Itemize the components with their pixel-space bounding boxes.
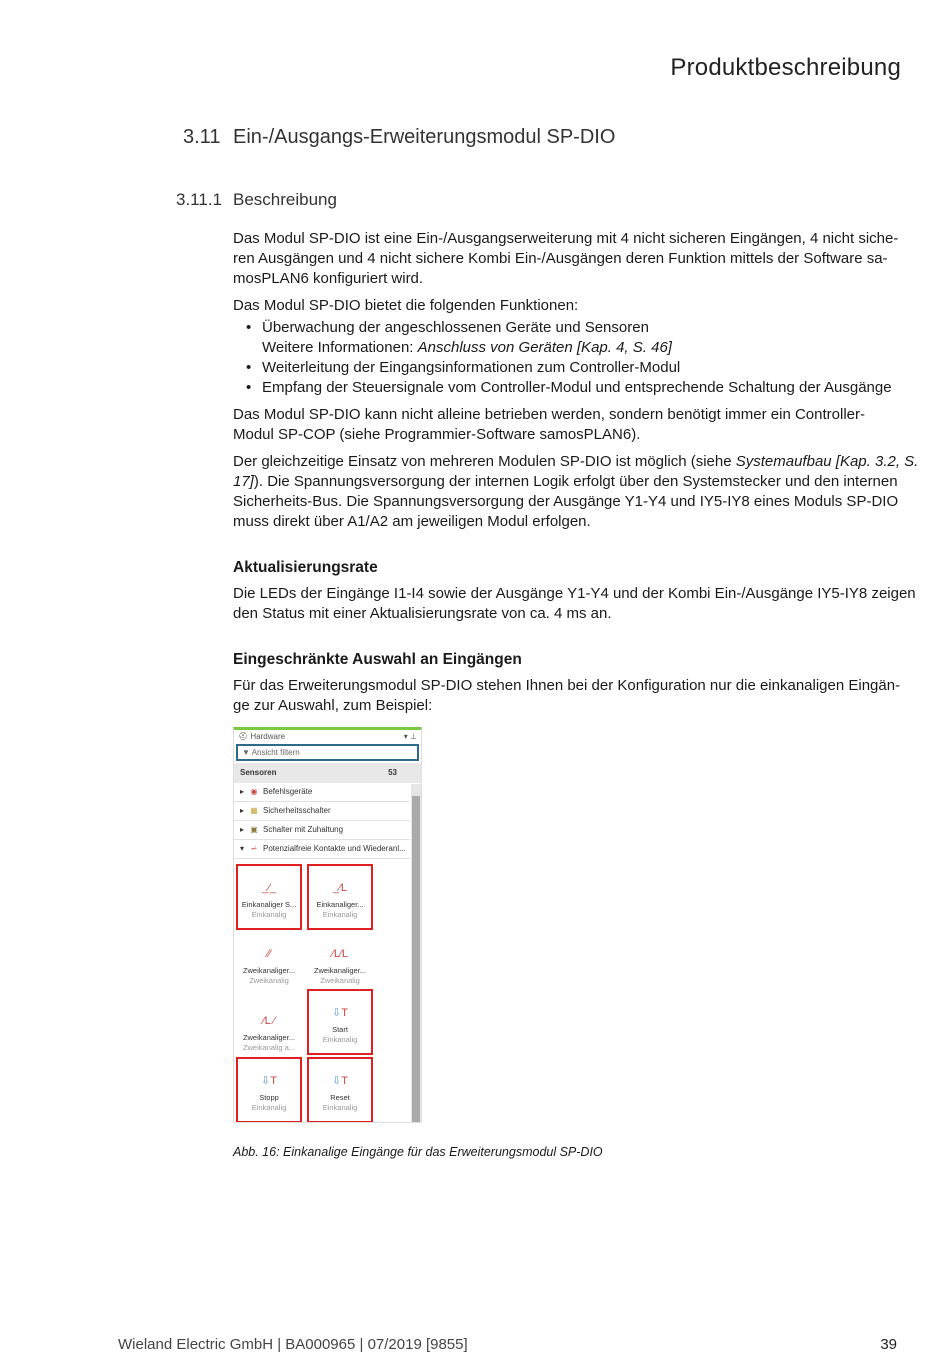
tile-einkanalig-2[interactable]	[307, 864, 373, 930]
body-text	[233, 229, 919, 723]
pin-icon[interactable]: ▾ ⊥	[403, 732, 417, 741]
cross-reference-link[interactable]: Systemaufbau [Kap. 3.2, S.	[735, 453, 919, 470]
text-line: ren Ausgängen und 4 nicht sichere Kombi Ein-/Ausgängen deren Funktion mittels der Software sa-	[233, 250, 888, 267]
panel-title: Hardware	[250, 732, 286, 741]
text-line: Sicherheits-Bus. Die Spannungsversorgung der Ausgänge Y1-Y4 und IY5-IY8 eines Moduls SP-DIO	[233, 493, 899, 510]
list-item-text: Weiterleitung der Eingangsinformationen zum Controller-Modul	[262, 359, 681, 376]
tree-row[interactable]	[234, 840, 410, 859]
category-label: Sensoren	[240, 768, 277, 777]
cross-reference-link[interactable]: 17]	[233, 473, 254, 490]
tile-name: Einkanaliger S...	[241, 900, 297, 909]
tile-stopp[interactable]	[236, 1057, 302, 1123]
tile-type: Zweikanalig	[320, 976, 360, 985]
running-head: Produktbeschreibung	[670, 54, 901, 81]
text: Der gleichzeitige Einsatz von mehreren Modulen SP-DIO ist möglich (siehe	[233, 453, 736, 470]
contact-icon: ⩫	[250, 844, 258, 853]
text-line: Das Modul SP-DIO ist eine Ein-/Ausgangserweiterung mit 4 nicht sicheren Eingängen, 4 nicht siche-	[233, 230, 899, 247]
tile-zweikanalig-1[interactable]	[236, 932, 302, 998]
footer: Wieland Electric GmbH | BA000965 | 07/2019 [9855]	[118, 1336, 468, 1353]
paragraph-intro	[233, 229, 913, 289]
heading-restricted-inputs: Eingeschränkte Auswahl an Eingängen	[233, 651, 522, 668]
filter-placeholder: Ansicht filtern	[251, 748, 300, 757]
tree-list	[234, 783, 421, 859]
tile-name: Stopp	[259, 1093, 279, 1102]
tile-name: Reset	[330, 1093, 350, 1102]
locking-switch-icon: ▣	[250, 825, 258, 834]
filter-icon: ▼	[242, 748, 250, 757]
expand-arrow-icon[interactable]: ▸	[240, 825, 245, 834]
text-line: den Status mit einer Aktualisierungsrate von ca. 4 ms an.	[233, 605, 612, 622]
text-line: Die LEDs der Eingänge I1-I4 sowie der Ausgänge Y1-Y4 und der Kombi Ein-/Ausgänge IY5-IY8 zeigen	[233, 585, 916, 602]
text-line: Für das Erweiterungsmodul SP-DIO stehen Ihnen bei der Konfiguration nur die einkanaligen Eingän-	[233, 677, 901, 694]
switch-symbol-icon: ⁄L⁄L	[332, 948, 348, 960]
list-item	[262, 378, 913, 398]
start-button-icon: ⇩T	[332, 1007, 348, 1019]
paragraph-controller	[233, 405, 913, 445]
subsection-heading	[176, 190, 337, 210]
scrollbar-thumb[interactable]	[412, 796, 420, 1122]
tile-zweikanalig-3[interactable]	[236, 999, 302, 1065]
switch-symbol-icon: _⁄L	[332, 882, 348, 894]
paragraph-system	[233, 452, 919, 532]
safety-switch-icon: ▦	[250, 806, 258, 815]
filter-input[interactable]	[236, 744, 419, 761]
more-info-label: Weitere Informationen:	[262, 339, 418, 356]
expand-arrow-icon[interactable]: ▸	[240, 806, 245, 815]
tile-einkanalig-1[interactable]	[236, 864, 302, 930]
collapse-arrow-icon[interactable]: ▾	[240, 844, 245, 853]
figure-caption: Abb. 16: Einkanalige Eingänge für das Erweiterungsmodul SP-DIO	[233, 1145, 603, 1159]
tile-type: Einkanalig	[251, 910, 287, 919]
switch-symbol-icon: _⁄_	[261, 882, 277, 894]
hardware-icon: ⛑	[238, 732, 249, 741]
section-number: 3.11	[183, 126, 221, 148]
paragraph-update-rate	[233, 584, 916, 624]
text-line	[233, 472, 913, 492]
list-item	[262, 318, 913, 358]
text: ). Die Spannungsversorgung der internen Logik erfolgt über den Systemstecker und den internen	[253, 473, 898, 490]
list-item-text: Überwachung der angeschlossenen Geräte und Sensoren	[262, 319, 649, 336]
category-count: 53	[388, 768, 397, 777]
list-item-text: Empfang der Steuersignale vom Controller-Modul und entsprechende Schaltung der Ausgänge	[262, 379, 892, 396]
text-line	[233, 452, 919, 472]
row-label: Schalter mit Zuhaltung	[263, 825, 344, 834]
tile-type: Zweikanalig	[249, 976, 289, 985]
subsection-title: Beschreibung	[233, 190, 337, 209]
text-line: muss direkt über A1/A2 am jeweiligen Modul erfolgen.	[233, 513, 591, 530]
row-label: Befehlsgeräte	[263, 787, 313, 796]
tree-row[interactable]	[234, 783, 410, 802]
text-line: ge zur Auswahl, zum Beispiel:	[233, 697, 433, 714]
reset-button-icon: ⇩T	[332, 1075, 348, 1087]
tile-name: Zweikanaliger...	[242, 966, 296, 975]
tile-type: Einkanalig	[322, 910, 358, 919]
section-heading	[183, 126, 615, 149]
tile-name: Zweikanaliger...	[313, 966, 367, 975]
panel-titlebar	[234, 730, 421, 744]
tile-name: Einkanaliger...	[316, 900, 364, 909]
switch-symbol-icon: ⁄⁄	[267, 948, 271, 960]
list-item	[262, 358, 913, 378]
expand-arrow-icon[interactable]: ▸	[240, 787, 245, 796]
function-list	[233, 318, 913, 398]
text-line: Modul SP-COP (siehe Programmier-Software samosPLAN6).	[233, 426, 641, 443]
tile-name: Zweikanaliger...	[242, 1033, 296, 1042]
tile-type: Zweikanalig a...	[242, 1043, 296, 1052]
text-line: mosPLAN6 konfiguriert wird.	[233, 270, 424, 287]
row-label: Sicherheitsschalter	[263, 806, 331, 815]
hardware-panel-screenshot	[233, 727, 422, 1123]
subsection-number: 3.11.1	[176, 190, 223, 209]
section-title: Ein-/Ausgangs-Erweiterungsmodul SP-DIO	[233, 126, 616, 148]
page-number: 39	[880, 1336, 897, 1353]
category-sensoren[interactable]	[234, 763, 421, 783]
tree-row[interactable]	[234, 802, 410, 821]
heading-update-rate: Aktualisierungsrate	[233, 559, 378, 576]
command-device-icon: ◉	[250, 787, 258, 796]
paragraph-restricted-inputs	[233, 676, 913, 716]
scrollbar[interactable]	[411, 784, 421, 1122]
tile-name: Start	[332, 1025, 348, 1034]
stop-button-icon: ⇩T	[261, 1075, 277, 1087]
row-label: Potenzialfreie Kontakte und Wiederanl...	[263, 844, 406, 853]
tile-start[interactable]	[307, 989, 373, 1055]
paragraph-functions: Das Modul SP-DIO bietet die folgenden Funktionen:	[233, 297, 579, 314]
switch-symbol-icon: ⁄L ⁄	[262, 1015, 276, 1027]
tile-reset[interactable]	[307, 1057, 373, 1123]
cross-reference-link[interactable]: Anschluss von Geräten [Kap. 4, S. 46]	[417, 339, 672, 356]
tile-type: Einkanalig	[322, 1103, 358, 1112]
text-line: Das Modul SP-DIO kann nicht alleine betrieben werden, sondern benötigt immer ein Controller-	[233, 406, 865, 423]
tree-row[interactable]	[234, 821, 410, 840]
tile-type: Einkanalig	[251, 1103, 287, 1112]
tile-type: Einkanalig	[322, 1035, 358, 1044]
